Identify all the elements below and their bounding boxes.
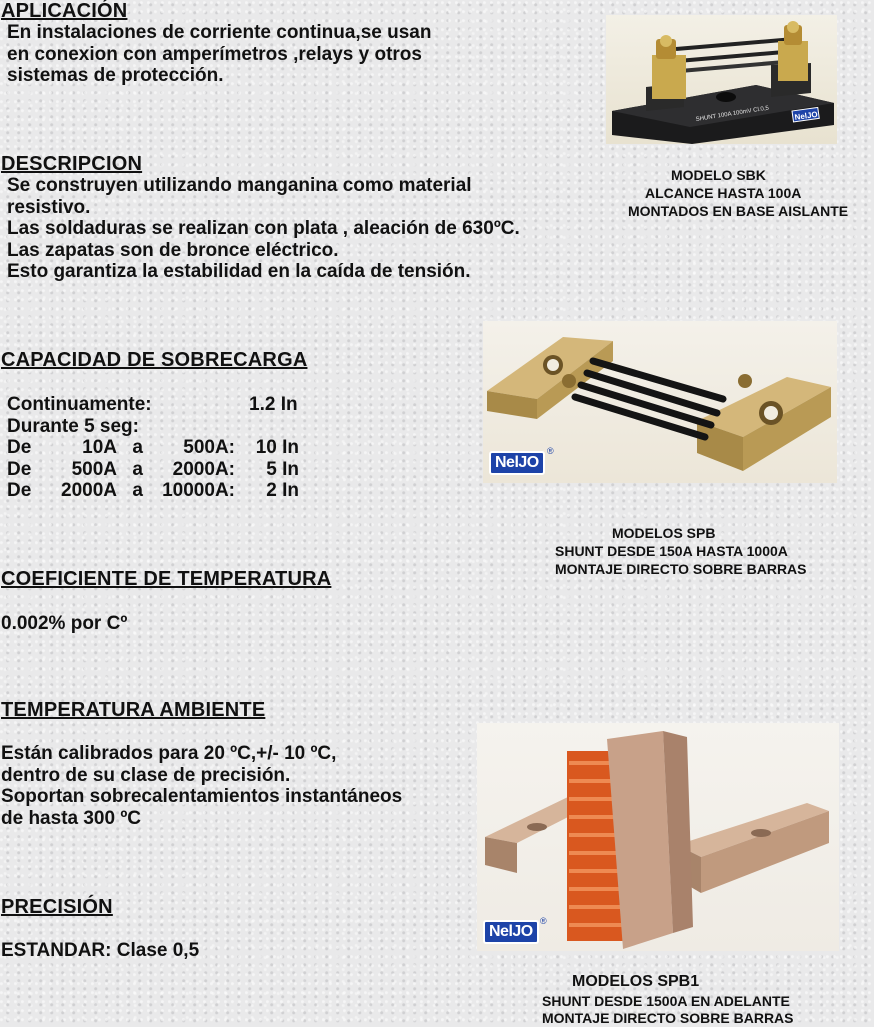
descripcion-line: Las soldaduras se realizan con plata , aleación de 630ºC. xyxy=(7,218,520,239)
descripcion-line: Esto garantiza la estabilidad en la caída de tensión. xyxy=(7,261,471,282)
continuo-label: Continuamente: xyxy=(7,394,152,415)
row-de: De xyxy=(7,437,32,458)
heading-ambiente: TEMPERATURA AMBIENTE xyxy=(1,699,266,721)
ambiente-line: dentro de su clase de precisión. xyxy=(1,764,291,786)
spb-logo-text: NelJO xyxy=(495,454,539,471)
descripcion-line: Se construyen utilizando manganina como material xyxy=(7,175,472,196)
spb1-photo xyxy=(477,723,839,951)
heading-descripcion: DESCRIPCION xyxy=(1,153,143,175)
sbk-model-name: MODELO SBK xyxy=(671,167,766,183)
row-to: 500A: xyxy=(183,437,235,458)
row-de: De xyxy=(7,458,32,480)
heading-precision: PRECISIÓN xyxy=(1,896,113,918)
heading-coeficiente: COEFICIENTE DE TEMPERATURA xyxy=(1,568,332,590)
row-from: 10A xyxy=(82,437,117,458)
spb-logo xyxy=(489,451,545,475)
aplicacion-line: En instalaciones de corriente continua,se usan xyxy=(7,22,432,43)
sbk-caption-line: MONTADOS EN BASE AISLANTE xyxy=(628,203,849,219)
row-value: 10 In xyxy=(255,437,299,458)
spb-model-name: MODELOS SPB xyxy=(612,525,716,541)
row-from: 500A xyxy=(71,458,117,480)
spb1-registered-icon: ® xyxy=(540,916,547,926)
coeficiente-value: 0.002% por Cº xyxy=(1,613,128,634)
row-a: a xyxy=(132,437,143,458)
heading-capacidad: CAPACIDAD DE SOBRECARGA xyxy=(1,349,308,371)
row-value: 2 In xyxy=(266,480,299,501)
spb1-logo xyxy=(483,920,539,944)
aplicacion-line: en conexion con amperímetros ,relays y otros xyxy=(7,43,422,65)
aplicacion-text xyxy=(7,22,431,87)
sbk-photo xyxy=(606,15,837,144)
continuo-value: 1.2 In xyxy=(249,394,298,415)
row-from: 2000A xyxy=(61,480,117,501)
row-a: a xyxy=(132,480,143,501)
descripcion-line: Las zapatas son de bronce eléctrico. xyxy=(7,239,339,261)
table-row xyxy=(7,480,299,502)
spb1-shunt-image xyxy=(477,723,839,951)
ambiente-line: Soportan sobrecalentamientos instantáneos xyxy=(1,786,403,807)
row-de: De xyxy=(7,480,32,501)
spb1-logo-text: NelJO xyxy=(489,923,533,940)
spb-registered-icon: ® xyxy=(547,446,554,456)
table-row xyxy=(7,437,299,459)
ambiente-text xyxy=(1,743,402,829)
overload-table xyxy=(7,437,299,502)
aplicacion-line: sistemas de protección. xyxy=(7,65,224,86)
table-row xyxy=(7,459,299,481)
sbk-photo-label: SHUNT 100A 100mV Cl.0,5 xyxy=(695,105,770,123)
row-a: a xyxy=(132,458,143,480)
row-to: 2000A: xyxy=(172,458,235,480)
capacidad-continuo xyxy=(7,394,307,416)
spb-photo xyxy=(483,321,837,483)
descripcion-text xyxy=(7,175,520,283)
spb1-model-name: MODELOS SPB1 xyxy=(572,973,700,990)
spb1-caption-line: MONTAJE DIRECTO SOBRE BARRAS xyxy=(542,1010,794,1026)
spb-caption-line: MONTAJE DIRECTO SOBRE BARRAS xyxy=(555,561,807,577)
spb-caption-line: SHUNT DESDE 150A HASTA 1000A xyxy=(555,543,788,559)
row-to: 10000A: xyxy=(162,480,235,501)
row-value: 5 In xyxy=(266,458,299,480)
descripcion-line: resistivo. xyxy=(7,196,91,218)
precision-value: ESTANDAR: Clase 0,5 xyxy=(1,940,200,961)
ambiente-line: de hasta 300 ºC xyxy=(1,807,142,829)
spb1-caption-line: SHUNT DESDE 1500A EN ADELANTE xyxy=(542,993,790,1009)
heading-aplicacion: APLICACIÓN xyxy=(1,0,128,22)
ambiente-line: Están calibrados para 20 ºC,+/- 10 ºC, xyxy=(1,743,337,764)
capacidad-durante: Durante 5 seg: xyxy=(7,416,139,437)
sbk-logo-text: NelJO xyxy=(794,109,819,122)
sbk-shunt-image xyxy=(606,15,837,144)
sbk-caption-line: ALCANCE HASTA 100A xyxy=(645,185,802,201)
